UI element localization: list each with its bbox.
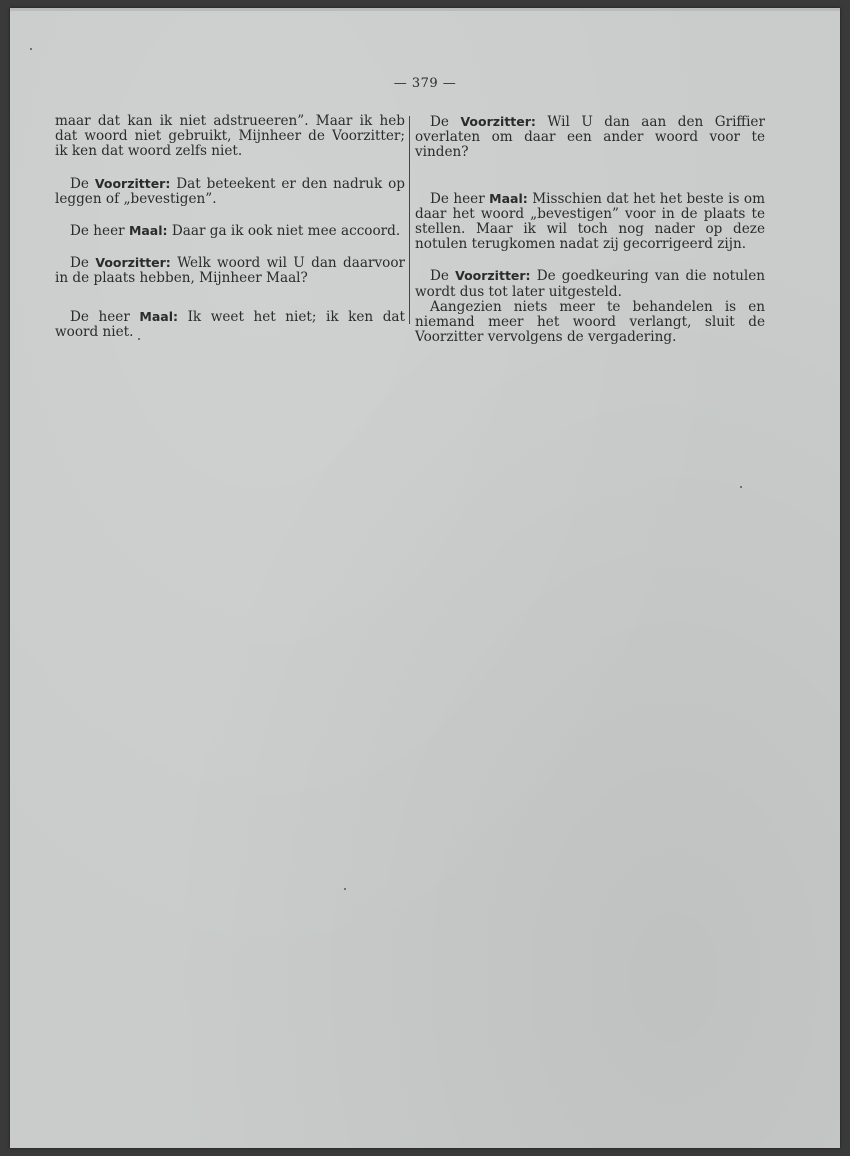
left-column [55,114,405,340]
page-edge [10,8,840,11]
paragraph-text: maar dat kan ik niet adstrueeren”. Maar ik heb dat woord niet gebruikt, Mijnheer de Voorzitter; ik ken dat woord zelfs niet. [55,113,405,160]
speaker-name: Voorzitter: [460,114,536,129]
speaker-prefix: De [430,114,449,130]
speaker-prefix: De heer [70,308,130,325]
paragraph [55,223,405,239]
speaker-prefix: De heer [70,223,125,240]
speaker-name: Voorzitter: [455,268,531,284]
paragraph-text: Aangezien niets meer te behandelen is en niemand meer het woord verlangt, sluit de Voorzitter vervolgens de vergadering. [415,298,765,346]
speaker-name: Maal: [489,190,528,206]
paragraph [415,268,765,299]
paragraph [55,309,405,340]
paper-speck [138,338,140,340]
paragraph [55,114,405,160]
speaker-prefix: De [430,268,449,285]
speaker-prefix: De [70,255,89,272]
right-column [415,114,765,345]
document-page [10,8,840,1148]
paragraph-text: Wil U dan aan den Griffier overlaten om daar een ander woord voor te vinden? [415,114,765,161]
paragraph-text: Misschien dat het het beste is om daar het woord „bevestigen” voor in de plaats te stellen. Maar ik wil toch nog nader op deze notulen terugkomen nadat zij gecorrigeerd zijn. [415,190,765,253]
paper-speck [344,888,346,890]
paragraph [55,176,405,207]
paragraph-text: Welk woord wil U dan daarvoor in de plaats hebben, Mijnheer Maal? [55,255,406,287]
speaker-prefix: De heer [430,190,485,207]
speaker-name: Maal: [139,308,178,324]
speaker-name: Maal: [128,223,168,239]
paragraph [55,255,405,286]
speaker-name: Voorzitter: [95,255,171,271]
speaker-prefix: De [70,175,89,192]
paragraph-text: Dat beteekent er den nadruk op leggen of „bevestigen”. [55,175,405,207]
paper-speck [740,486,742,488]
paragraph-text: De goedkeuring van die notulen wordt dus tot later uitgesteld. [415,268,766,300]
paragraph [415,191,765,253]
paragraph-text: Daar ga ik ook niet mee accoord. [171,223,401,240]
paragraph-text: Ik weet het niet; ik ken dat woord niet. [55,308,406,340]
paper-speck [30,48,32,50]
speaker-name: Voorzitter: [94,175,171,191]
page-number: — 379 — [393,76,457,91]
paragraph [415,114,765,161]
column-divider [409,116,410,324]
paragraph [415,300,765,346]
